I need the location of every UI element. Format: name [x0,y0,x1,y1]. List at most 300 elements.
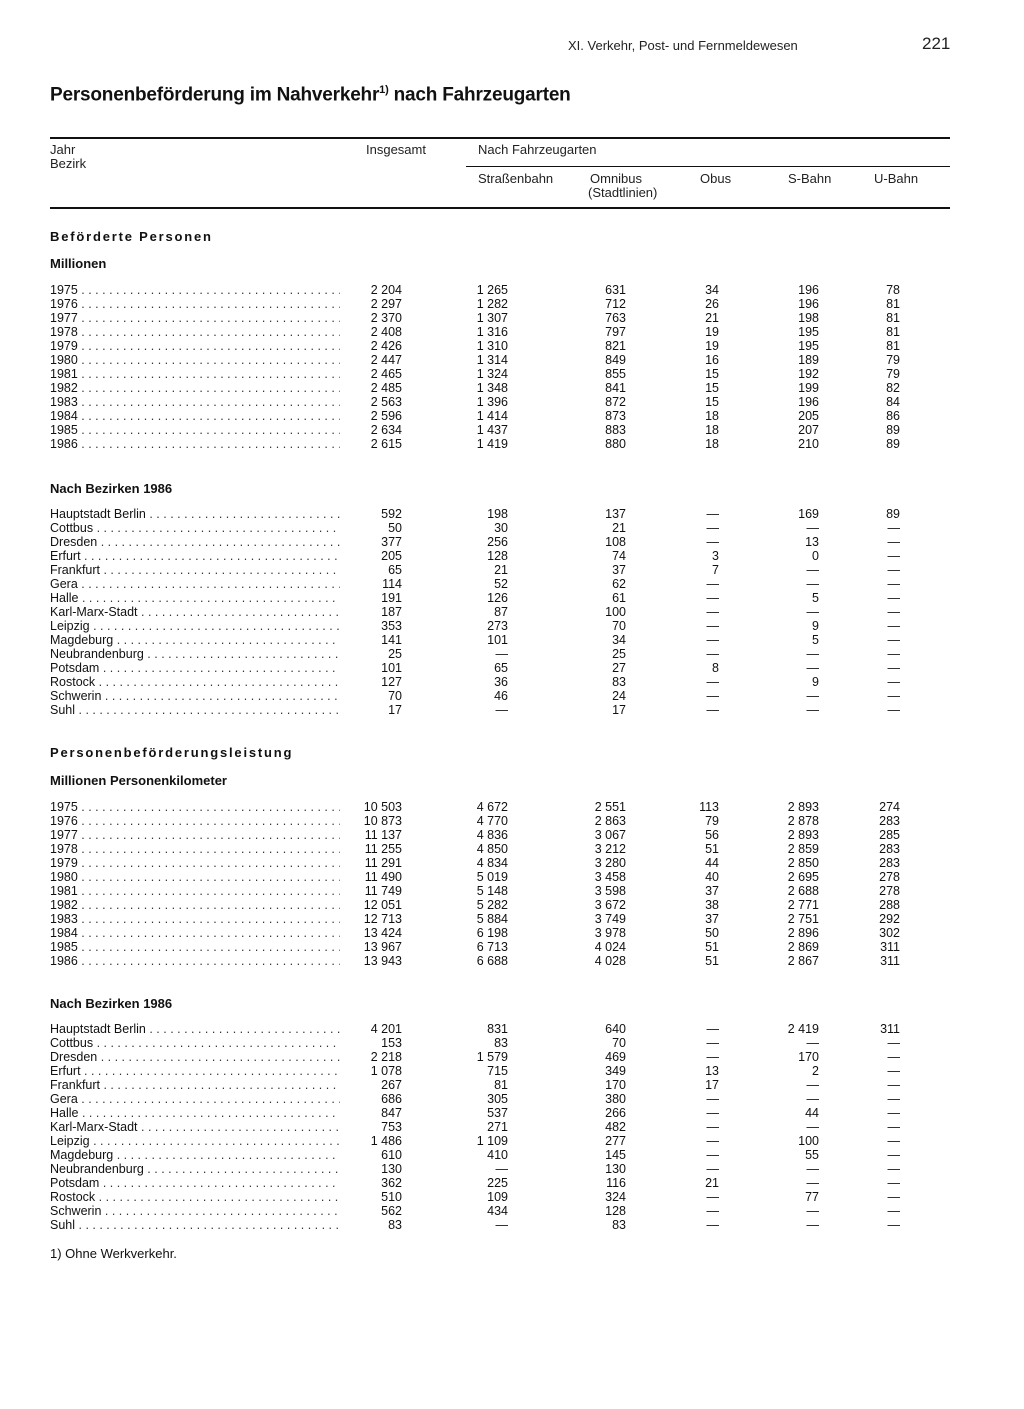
cell-obus: — [706,1050,719,1064]
cell-ubahn: 82 [886,381,900,395]
cell-strassenbahn: 5 884 [476,912,508,926]
cell-obus: — [706,1162,719,1176]
row-label: Hauptstadt Berlin . . . [50,1022,340,1036]
cell-omnibus: 100 [605,605,626,619]
cell-sbahn: 170 [798,1050,819,1064]
cell-omnibus: 3 280 [594,856,626,870]
cell-total: 2 447 [370,353,402,367]
row-label: 1977 . . . [50,311,340,325]
cell-sbahn: 199 [798,381,819,395]
title-footnote-mark: 1) [379,84,389,96]
row-label: Schwerin . . . [50,689,340,703]
row-label: 1977 . . . [50,828,340,842]
cell-obus: 3 [712,549,719,563]
cell-total: 25 [388,647,402,661]
cell-obus: 21 [705,1176,719,1190]
cell-omnibus: 797 [605,325,626,339]
row-label: Erfurt . . . [50,1064,340,1078]
cell-obus: 26 [705,297,719,311]
cell-omnibus: 3 458 [594,870,626,884]
table-row [50,1022,910,1036]
cell-ubahn: 81 [886,297,900,311]
row-label: Erfurt . . . [50,549,340,563]
cell-ubahn: 311 [880,1022,900,1036]
row-label: Frankfurt . . . [50,563,340,577]
row-label: 1986 . . . [50,954,340,968]
cell-sbahn: 210 [798,437,819,451]
cell-obus: — [706,1036,719,1050]
cell-obus: — [706,1218,719,1232]
row-label: 1975 . . . [50,800,340,814]
cell-sbahn: 2 688 [787,884,819,898]
cell-total: 2 465 [370,367,402,381]
cell-obus: — [706,1148,719,1162]
row-label: 1983 . . . [50,395,340,409]
cell-total: 362 [381,1176,402,1190]
cell-ubahn: — [887,1162,900,1176]
table-row [50,856,910,870]
cell-sbahn: — [806,521,819,535]
cell-total: 65 [388,563,402,577]
cell-strassenbahn: 83 [494,1036,508,1050]
cell-ubahn: — [887,563,900,577]
cell-strassenbahn: 1 282 [476,297,508,311]
table-row [50,633,910,647]
row-label: 1985 . . . [50,940,340,954]
cell-ubahn: 81 [886,339,900,353]
cell-ubahn: 311 [880,954,900,968]
table-row [50,912,910,926]
cell-ubahn: — [887,1092,900,1106]
row-label: Karl-Marx-Stadt . . . [50,605,340,619]
cell-obus: — [706,647,719,661]
cell-omnibus: 25 [612,647,626,661]
section-title-passengers: Beförderte Personen [50,229,213,244]
cell-strassenbahn: 4 672 [476,800,508,814]
cell-omnibus: 3 749 [594,912,626,926]
cell-ubahn: 283 [879,814,900,828]
cell-total: 101 [381,661,402,675]
cell-omnibus: 4 028 [594,954,626,968]
cell-sbahn: 5 [812,591,819,605]
cell-ubahn: 285 [879,828,900,842]
cell-omnibus: 27 [612,661,626,675]
cell-total: 610 [381,1148,402,1162]
cell-sbahn: 2 893 [787,828,819,842]
running-header-section: XI. Verkehr, Post- und Fernmeldewesen [568,38,798,53]
table-head-bottom-rule [50,207,950,209]
cell-sbahn: 2 878 [787,814,819,828]
cell-total: 10 873 [363,814,402,828]
cell-strassenbahn: 1 307 [476,311,508,325]
cell-ubahn: 89 [886,507,900,521]
footnote: 1) Ohne Werkverkehr. [50,1246,177,1261]
cell-sbahn: 2 867 [787,954,819,968]
cell-sbahn: 2 859 [787,842,819,856]
cell-omnibus: 380 [605,1092,626,1106]
cell-ubahn: 89 [886,437,900,451]
cell-strassenbahn: 1 314 [476,353,508,367]
cell-obus: 51 [705,940,719,954]
row-label: 1986 . . . [50,437,340,451]
cell-sbahn: — [806,1092,819,1106]
table-row [50,814,910,828]
cell-ubahn: — [887,549,900,563]
cell-total: 2 485 [370,381,402,395]
cell-total: 11 490 [364,870,402,884]
cell-obus: — [706,1106,719,1120]
cell-sbahn: 5 [812,633,819,647]
cell-strassenbahn: 109 [487,1190,508,1204]
cell-sbahn: 196 [798,297,819,311]
cell-sbahn: 189 [798,353,819,367]
cell-obus: 19 [705,339,719,353]
cell-total: 11 137 [364,828,402,842]
row-label: 1984 . . . [50,926,340,940]
col-header-year: Jahr [50,142,76,157]
table-row [50,549,910,563]
cell-sbahn: 100 [798,1134,819,1148]
table-row [50,1092,910,1106]
cell-strassenbahn: 1 437 [476,423,508,437]
cell-ubahn: 84 [886,395,900,409]
cell-sbahn: — [806,1078,819,1092]
cell-ubahn: 79 [886,367,900,381]
table-row [50,325,910,339]
cell-total: 153 [381,1036,402,1050]
cell-ubahn: — [887,689,900,703]
cell-omnibus: 821 [605,339,626,353]
cell-obus: — [706,633,719,647]
section-unit-millionen: Millionen [50,256,107,271]
cell-obus: 44 [705,856,719,870]
cell-omnibus: 855 [605,367,626,381]
cell-obus: 8 [712,661,719,675]
row-label: Leipzig . . . [50,619,340,633]
cell-strassenbahn: 273 [487,619,508,633]
cell-obus: 21 [705,311,719,325]
col-header-total: Insgesamt [366,142,426,157]
cell-strassenbahn: — [495,703,508,717]
cell-total: 70 [388,689,402,703]
cell-ubahn: — [887,647,900,661]
row-label: Suhl . . . [50,703,340,717]
col-header-ubahn: U-Bahn [874,171,919,186]
cell-ubahn: 81 [886,325,900,339]
cell-strassenbahn: 434 [487,1204,508,1218]
cell-total: 2 204 [370,283,402,297]
title-text: Personenbeförderung im Nahverkehr [50,84,380,106]
districts-title-passengers: Nach Bezirken 1986 [50,481,173,496]
cell-sbahn: 9 [812,619,819,633]
cell-sbahn: — [806,1176,819,1190]
cell-obus: — [706,619,719,633]
cell-omnibus: 61 [612,591,626,605]
cell-sbahn: 2 893 [787,800,819,814]
cell-sbahn: 44 [805,1106,819,1120]
cell-omnibus: 74 [612,549,626,563]
table-row [50,703,910,717]
row-label: Potsdam . . . [50,1176,340,1190]
cell-ubahn: — [887,1204,900,1218]
table-row [50,437,910,451]
cell-ubahn: 292 [879,912,900,926]
cell-total: 2 426 [370,339,402,353]
row-label: 1980 . . . [50,353,340,367]
cell-ubahn: — [887,535,900,549]
cell-sbahn: 205 [798,409,819,423]
cell-strassenbahn: 715 [487,1064,508,1078]
row-label: Neubrandenburg . . . [50,647,340,661]
cell-ubahn: — [887,1190,900,1204]
cell-ubahn: 302 [879,926,900,940]
cell-strassenbahn: — [495,1162,508,1176]
cell-ubahn: — [887,675,900,689]
table-row [50,311,910,325]
cell-obus: — [706,689,719,703]
table-row [50,1106,910,1120]
table-row [50,661,910,675]
cell-sbahn: 13 [805,535,819,549]
table-row [50,591,910,605]
row-label: Cottbus . . . [50,1036,340,1050]
cell-total: 753 [381,1120,402,1134]
cell-total: 1 486 [370,1134,402,1148]
cell-strassenbahn: 1 310 [476,339,508,353]
cell-strassenbahn: 1 324 [476,367,508,381]
row-label: 1984 . . . [50,409,340,423]
cell-total: 4 201 [370,1022,402,1036]
cell-strassenbahn: 30 [494,521,508,535]
cell-omnibus: 170 [605,1078,626,1092]
cell-sbahn: 55 [805,1148,819,1162]
row-label: Gera . . . [50,1092,340,1106]
cell-omnibus: 128 [605,1204,626,1218]
table-row [50,898,910,912]
table-row [50,1218,910,1232]
cell-omnibus: 62 [612,577,626,591]
cell-sbahn: 2 419 [787,1022,819,1036]
cell-total: 847 [381,1106,402,1120]
row-label: 1979 . . . [50,856,340,870]
cell-ubahn: — [887,1218,900,1232]
table-row [50,926,910,940]
cell-total: 353 [381,619,402,633]
table-row [50,1176,910,1190]
cell-obus: — [706,535,719,549]
cell-obus: 13 [705,1064,719,1078]
cell-sbahn: — [806,563,819,577]
cell-ubahn: — [887,591,900,605]
cell-obus: — [706,577,719,591]
table-row [50,1204,910,1218]
cell-omnibus: 37 [612,563,626,577]
col-header-omnibus-note: (Stadtlinien) [588,185,658,200]
cell-total: 50 [388,521,402,535]
cell-sbahn: 2 [812,1064,819,1078]
cell-strassenbahn: 128 [487,549,508,563]
cell-total: 592 [381,507,402,521]
cell-obus: — [706,605,719,619]
cell-sbahn: 2 896 [787,926,819,940]
cell-sbahn: — [806,1120,819,1134]
cell-total: 11 749 [364,884,402,898]
table-row [50,283,910,297]
cell-strassenbahn: — [495,647,508,661]
cell-sbahn: — [806,1218,819,1232]
cell-strassenbahn: 1 316 [476,325,508,339]
cell-obus: — [706,591,719,605]
table-block-performance-districts [50,1022,910,1232]
cell-total: 2 297 [370,297,402,311]
table-row [50,1190,910,1204]
cell-omnibus: 277 [605,1134,626,1148]
cell-obus: 51 [705,954,719,968]
cell-strassenbahn: 5 148 [476,884,508,898]
cell-total: 13 943 [363,954,402,968]
cell-obus: — [706,1204,719,1218]
cell-total: 562 [381,1204,402,1218]
table-row [50,577,910,591]
row-label: 1978 . . . [50,325,340,339]
cell-omnibus: 17 [612,703,626,717]
cell-strassenbahn: 46 [494,689,508,703]
table-row [50,689,910,703]
table-row [50,1148,910,1162]
row-label: Cottbus . . . [50,521,340,535]
cell-obus: — [706,1022,719,1036]
cell-obus: 38 [705,898,719,912]
cell-total: 83 [388,1218,402,1232]
table-row [50,297,910,311]
row-label: Dresden . . . [50,535,340,549]
cell-sbahn: — [806,647,819,661]
cell-total: 114 [382,577,402,591]
cell-total: 2 615 [370,437,402,451]
row-label: Rostock . . . [50,1190,340,1204]
table-row [50,647,910,661]
table-row [50,842,910,856]
cell-strassenbahn: 1 414 [476,409,508,423]
table-row [50,367,910,381]
cell-omnibus: 712 [605,297,626,311]
section-unit-pkm: Millionen Personenkilometer [50,773,227,788]
cell-total: 1 078 [370,1064,402,1078]
cell-ubahn: 288 [879,898,900,912]
cell-omnibus: 849 [605,353,626,367]
row-label: Halle . . . [50,591,340,605]
cell-sbahn: 9 [812,675,819,689]
cell-sbahn: 2 771 [787,898,819,912]
cell-obus: 37 [705,912,719,926]
cell-strassenbahn: 6 713 [476,940,508,954]
cell-ubahn: 278 [879,870,900,884]
col-header-sbahn: S-Bahn [788,171,832,186]
cell-ubahn: 283 [879,856,900,870]
cell-obus: 18 [705,409,719,423]
cell-obus: 18 [705,437,719,451]
cell-ubahn: 283 [879,842,900,856]
cell-sbahn: 196 [798,283,819,297]
districts-title-performance: Nach Bezirken 1986 [50,996,173,1011]
cell-omnibus: 763 [605,311,626,325]
cell-strassenbahn: 65 [494,661,508,675]
row-label: 1983 . . . [50,912,340,926]
cell-obus: 37 [705,884,719,898]
row-label: 1979 . . . [50,339,340,353]
cell-omnibus: 631 [605,283,626,297]
table-row [50,535,910,549]
cell-strassenbahn: 1 109 [476,1134,508,1148]
cell-total: 191 [381,591,402,605]
cell-strassenbahn: 6 688 [476,954,508,968]
row-label: Leipzig . . . [50,1134,340,1148]
cell-sbahn: 198 [798,311,819,325]
cell-sbahn: 192 [798,367,819,381]
cell-ubahn: — [887,605,900,619]
row-label: 1976 . . . [50,297,340,311]
cell-total: 17 [388,703,402,717]
cell-strassenbahn: 6 198 [476,926,508,940]
cell-total: 11 255 [364,842,402,856]
cell-omnibus: 3 672 [594,898,626,912]
cell-total: 127 [381,675,402,689]
cell-strassenbahn: 52 [494,577,508,591]
cell-strassenbahn: 126 [487,591,508,605]
cell-obus: 51 [705,842,719,856]
cell-omnibus: 83 [612,675,626,689]
col-header-strassenbahn: Straßenbahn [478,171,554,186]
cell-omnibus: 21 [612,521,626,535]
cell-ubahn: — [887,1148,900,1162]
cell-total: 686 [381,1092,402,1106]
cell-omnibus: 116 [606,1176,626,1190]
cell-omnibus: 83 [612,1218,626,1232]
table-row [50,563,910,577]
table-row [50,828,910,842]
row-label: Frankfurt . . . [50,1078,340,1092]
row-label: Magdeburg . . . [50,633,340,647]
group-header-rule [466,166,950,167]
cell-total: 13 424 [363,926,402,940]
table-row [50,675,910,689]
table-top-rule [50,137,950,139]
cell-ubahn: 274 [879,800,900,814]
cell-total: 2 634 [370,423,402,437]
cell-strassenbahn: 537 [487,1106,508,1120]
cell-obus: — [706,1190,719,1204]
cell-strassenbahn: 36 [494,675,508,689]
table-block-passengers-years [50,283,910,451]
cell-ubahn: 278 [879,884,900,898]
table-block-performance-years [50,800,910,968]
table-row [50,1036,910,1050]
row-label: 1980 . . . [50,870,340,884]
row-label: 1982 . . . [50,898,340,912]
cell-omnibus: 880 [605,437,626,451]
cell-omnibus: 266 [605,1106,626,1120]
cell-obus: — [706,507,719,521]
cell-total: 2 596 [370,409,402,423]
page-number: 221 [922,34,951,53]
table-row [50,395,910,409]
row-label: Dresden . . . [50,1050,340,1064]
cell-omnibus: 349 [605,1064,626,1078]
cell-sbahn: 77 [805,1190,819,1204]
cell-obus: — [706,1134,719,1148]
table-row [50,1050,910,1064]
cell-total: 510 [381,1190,402,1204]
